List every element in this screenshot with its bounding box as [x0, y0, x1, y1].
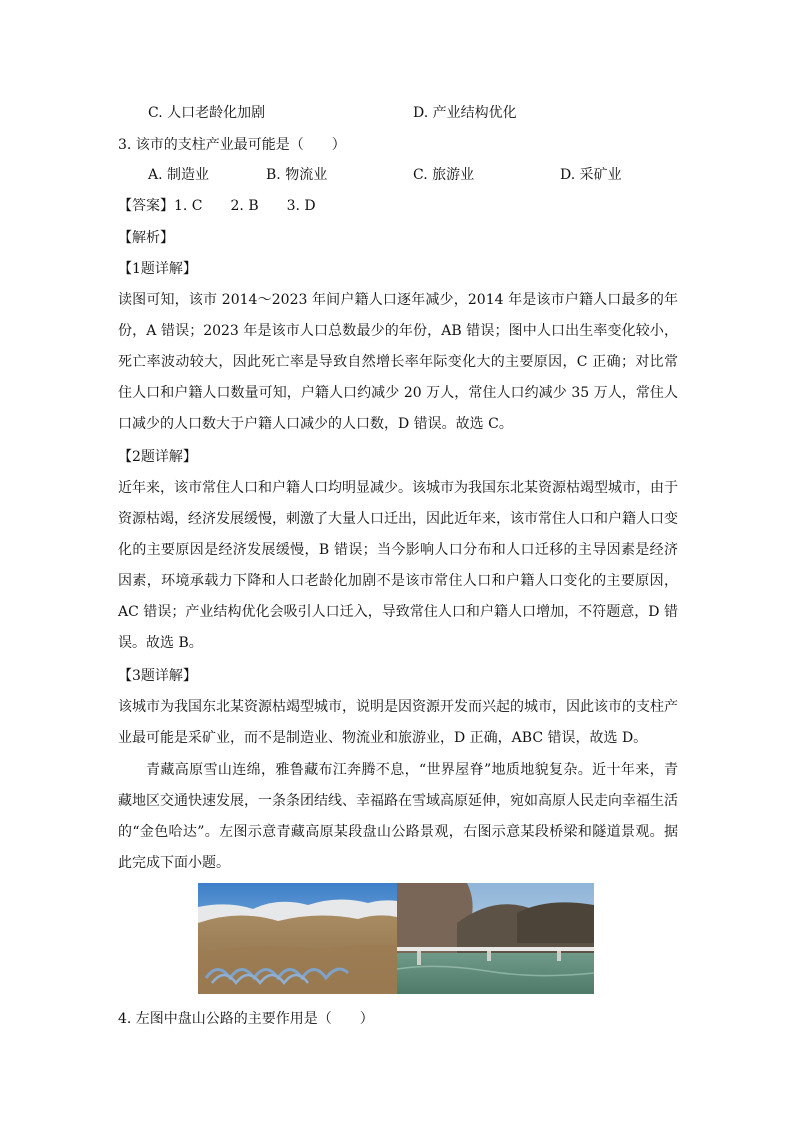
mountain-road-photo [198, 883, 397, 994]
detail-1-text: 读图可知，该市 2014～2023 年间户籍人口逐年减少，2014 年是该市户籍人口最多的年份，A 错误；2023 年是该市人口总数最少的年份，AB 错误；图中人口出生率变化较小，死亡率波动较大，因此死亡率是导致自然增长率年际变化大的主要原因，C 正确；对比常住人口和户籍人口数量可知，户籍人口约减少 20 万人，常住人口约减少 35 万人，常住人口减少的人口数大于户籍人口减少的人口数，D 错误。故选 C。 [118, 292, 678, 432]
detail-1-label: 【1题详解】 [118, 261, 197, 277]
question-4-stem: 4. 左图中盘山公路的主要作用是（ ） [118, 1011, 374, 1027]
question-3-stem: 3. 该市的支柱产业最可能是（ ） [118, 137, 346, 153]
bridge-tunnel-photo [397, 883, 594, 994]
answer-text: 1. C 2. B 3. D [174, 198, 316, 214]
q3-option-b: B. 物流业 [266, 167, 328, 183]
detail-3-label: 【3题详解】 [118, 668, 197, 684]
answer-line [118, 196, 316, 216]
passage-text: 青藏高原雪山连绵，雅鲁藏布江奔腾不息，“世界屋脊”地质地貌复杂。近十年来，青藏地区交通快速发展，一条条团结线、幸福路在雪域高原延伸，宛如高原人民走向幸福生活的“金色哈达”。左图示意青藏高原某段盘山公路景观，右图示意某段桥梁和隧道景观。据此完成下面小题。 [118, 762, 678, 871]
figure-pair [198, 883, 594, 994]
detail-3-text: 该城市为我国东北某资源枯竭型城市，说明是因资源开发而兴起的城市，因此该市的支柱产业最可能是采矿业，而不是制造业、物流业和旅游业，D 正确，ABC 错误，故选 D。 [118, 699, 678, 746]
answer-label: 【答案】 [118, 198, 174, 214]
option-d: D. 产业结构优化 [413, 105, 517, 121]
q3-option-d: D. 采矿业 [560, 167, 622, 183]
q3-option-a: A. 制造业 [148, 167, 210, 183]
q3-option-c: C. 旅游业 [413, 167, 475, 183]
detail-2-label: 【2题详解】 [118, 449, 197, 465]
detail-2-text: 近年来，该市常住人口和户籍人口均明显减少。该城市为我国东北某资源枯竭型城市，由于资源枯竭，经济发展缓慢，刺激了大量人口迁出，因此近年来，该市常住人口和户籍人口变化的主要原因是经济发展缓慢，B 错误；当今影响人口分布和人口迁移的主导因素是经济因素，环境承载力下降和人口老龄化加剧不是该市常住人口和户籍人口变化的主要原因，AC 错误；产业结构优化会吸引人口迁入，导致常住人口和户籍人口增加，不符题意，D 错误。故选 B。 [118, 480, 678, 651]
option-c: C. 人口老龄化加剧 [148, 105, 266, 121]
analysis-label: 【解析】 [118, 230, 174, 246]
